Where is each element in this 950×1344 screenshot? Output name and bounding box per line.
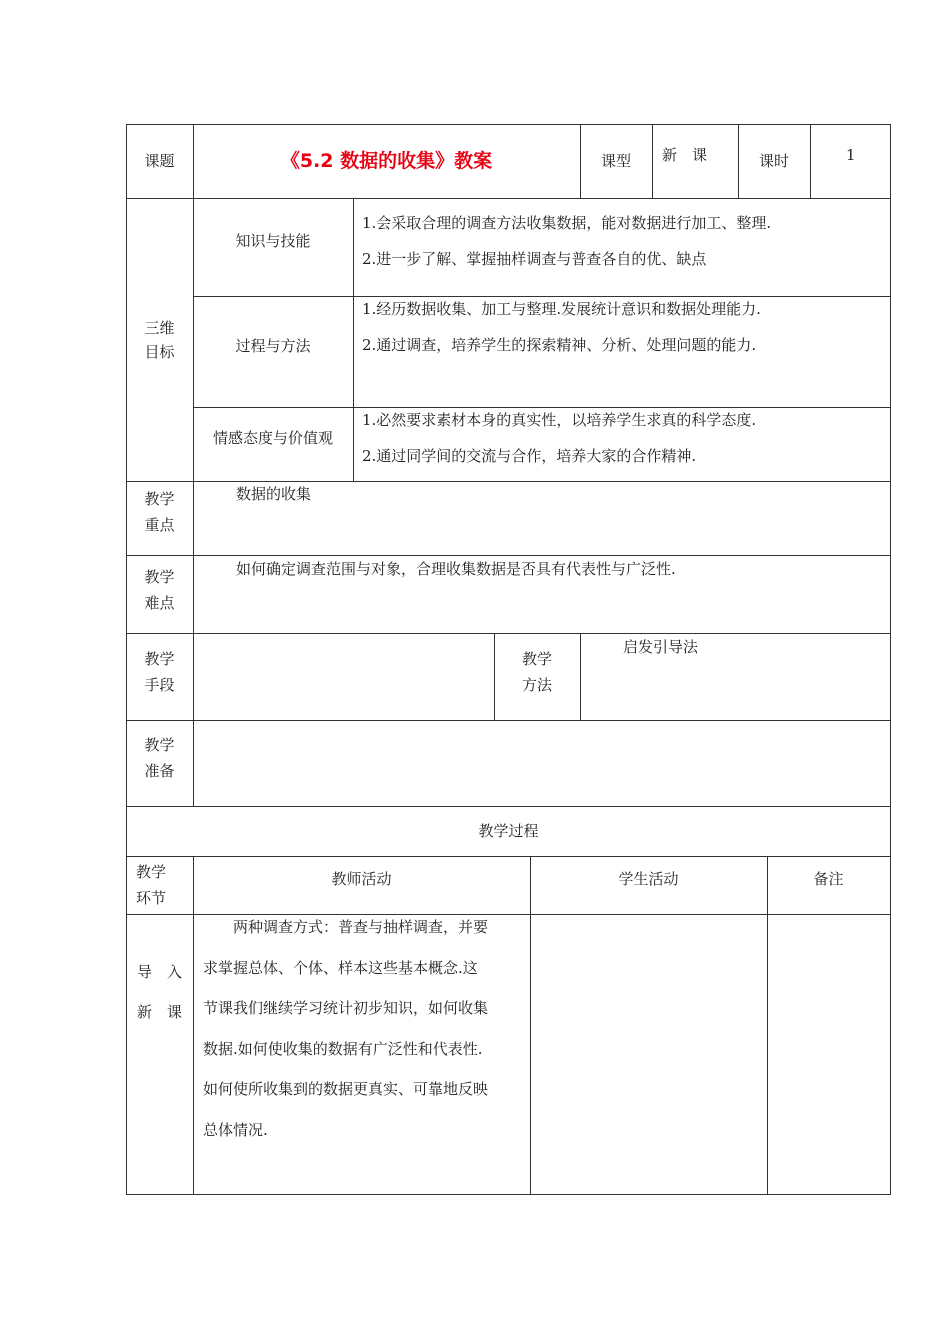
subject-label [126, 124, 193, 198]
method-label [494, 646, 580, 702]
row-divider [126, 633, 891, 634]
method-label-line2: 方法 [521, 676, 552, 695]
lesson-period-value [846, 146, 876, 170]
stage-header-line1: 教学 [136, 862, 167, 881]
objective-line: 1.经历数据收集、加工与整理.发展统计意识和数据处理能力. [362, 300, 761, 318]
lesson-title [193, 124, 580, 198]
subject-label-text: 课题 [144, 152, 175, 170]
process-title-text: 教学过程 [478, 822, 539, 840]
column-divider [193, 856, 194, 1195]
preparation-label-line1: 教学 [144, 736, 175, 754]
key-point-label [126, 486, 193, 542]
lesson-period-label-text: 课时 [758, 152, 789, 170]
stage-header-line2: 环节 [136, 889, 167, 907]
lesson-type-label [580, 124, 652, 198]
method-value [623, 638, 873, 656]
objective-content-attitude [362, 411, 882, 483]
difficulty-label-line1: 教学 [144, 568, 175, 586]
lesson-type-value [662, 146, 738, 170]
teacher-activity-intro [203, 907, 528, 1150]
objective-name-text: 过程与方法 [235, 337, 311, 355]
lesson-period-label [738, 124, 810, 198]
teacher-activity-header [193, 856, 530, 902]
objective-line: 2.通过调查，培养学生的探索精神、分析、处理问题的能力. [362, 336, 757, 354]
teacher-activity-line: 节课我们继续学习统计初步知识，如何收集 [203, 999, 489, 1017]
stage-header [126, 856, 193, 914]
method-label-line1: 教学 [521, 650, 552, 668]
objectives-label-line1: 三维 [144, 318, 175, 337]
table-border-bottom [126, 1194, 891, 1195]
column-divider [580, 633, 581, 721]
objective-name-text: 知识与技能 [235, 232, 311, 250]
objective-content-process [362, 300, 882, 372]
key-point-text: 数据的收集 [236, 485, 312, 503]
objective-name-process [193, 296, 353, 396]
lesson-period-value-text: 1 [846, 146, 856, 164]
teacher-activity-line: 求掌握总体、个体、样本这些基本概念.这 [203, 958, 478, 977]
objective-line: 2.通过同学间的交流与合作，培养大家的合作精神. [362, 447, 697, 465]
process-title [126, 806, 891, 856]
stage-intro [126, 952, 193, 1042]
objective-line: 1.会采取合理的调查方法收集数据，能对数据进行加工、整理. [362, 214, 772, 232]
objective-line: 1.必然要求素材本身的真实性，以培养学生求真的科学态度. [362, 411, 757, 429]
teacher-activity-line: 总体情况. [203, 1120, 268, 1139]
difficulty-label-line2: 难点 [144, 594, 175, 613]
notes-header-text: 备注 [813, 870, 844, 888]
row-divider [126, 720, 891, 721]
key-point-label-line2: 重点 [144, 516, 175, 535]
objective-line: 2.进一步了解、掌握抽样调查与普查各自的优、缺点 [362, 250, 707, 268]
stage-intro-line2: 新 课 [136, 1003, 182, 1021]
stage-intro-line1: 导 入 [136, 963, 182, 981]
lesson-type-value-text: 新 课 [662, 146, 708, 164]
objective-name-text: 情感态度与价值观 [212, 429, 333, 447]
objectives-label-line2: 目标 [144, 342, 175, 361]
difficulty-content [236, 560, 876, 578]
difficulty-label [126, 564, 193, 620]
objective-name-knowledge [193, 198, 353, 284]
method-value-text: 启发引导法 [623, 638, 699, 656]
column-divider [353, 198, 354, 482]
teacher-activity-line: 数据.如何使收集的数据有广泛性和代表性. [203, 1039, 483, 1058]
objectives-label [126, 198, 193, 481]
objective-content-knowledge [362, 214, 882, 286]
key-point-label-line1: 教学 [144, 490, 175, 508]
student-activity-header-text: 学生活动 [618, 870, 679, 888]
notes-header [767, 856, 890, 902]
preparation-label [126, 732, 193, 788]
column-divider [652, 124, 653, 199]
student-activity-header [530, 856, 767, 902]
preparation-label-line2: 准备 [144, 762, 175, 781]
teacher-activity-line: 两种调查方式：普查与抽样调查，并要 [203, 918, 489, 936]
lesson-type-label-text: 课型 [600, 152, 631, 170]
column-divider [810, 124, 811, 199]
means-label [126, 646, 193, 702]
difficulty-text: 如何确定调查范围与对象，合理收集数据是否具有代表性与广泛性. [236, 560, 676, 578]
objective-name-attitude [193, 407, 353, 469]
lesson-title-text: 《5.2 数据的收集》教案 [280, 149, 493, 172]
means-label-line2: 手段 [144, 676, 175, 695]
column-divider [530, 856, 531, 1195]
teacher-activity-header-text: 教师活动 [331, 870, 392, 888]
means-label-line1: 教学 [144, 650, 175, 668]
table-border-right [890, 124, 891, 1195]
column-divider [767, 856, 768, 1195]
teacher-activity-line: 如何使所收集到的数据更真实、可靠地反映 [203, 1080, 489, 1098]
row-divider [126, 555, 891, 556]
key-point-content [236, 485, 836, 503]
